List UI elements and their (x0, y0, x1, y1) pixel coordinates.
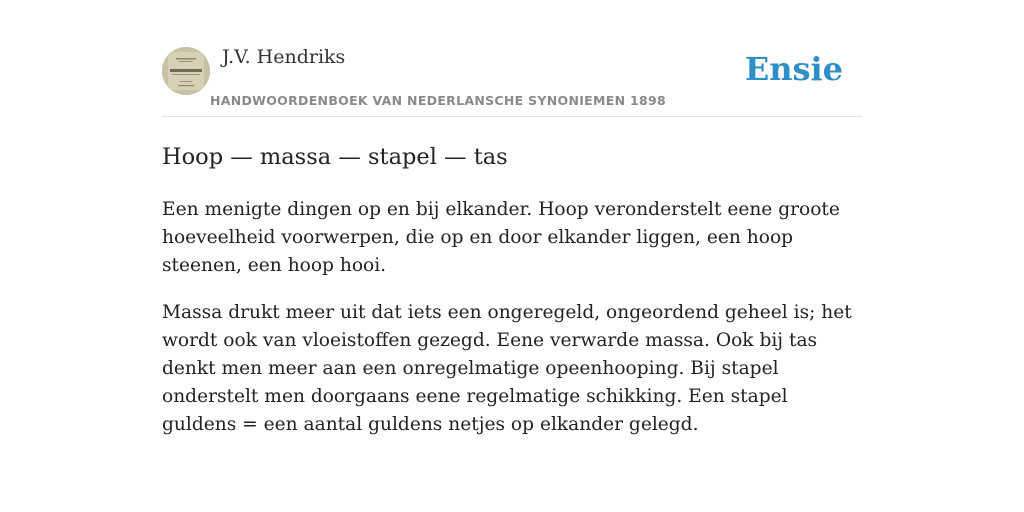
entry-card (162, 40, 862, 439)
author-name[interactable]: J.V. Hendriks (222, 46, 346, 68)
source-title[interactable]: HANDWOORDENBOEK VAN NEDERLANSCHE SYNONIEMEN 1898 (210, 93, 667, 108)
entry-title: Hoop — massa — stapel — tas (162, 144, 508, 170)
entry-paragraph: Massa drukt meer uit dat iets een ongeregeld, ongeordend geheel is; het wordt ook van vloeistoffen gezegd. Eene verwarde massa. Ook bij tas denkt men meer aan een onregelmatige opeenhooping. Bij stapel onderstelt men doorgaans eene regelmatige schikking. Een stapel guldens = een aantal guldens netjes op elkander gelegd. (162, 302, 852, 435)
book-cover-image (162, 47, 210, 95)
book-cover-avatar[interactable] (162, 47, 210, 95)
entry-body (162, 196, 862, 439)
entry-paragraph: Een menigte dingen op en bij elkander. Hoop veronderstelt eene groote hoeveelheid voorwerpen, die op en door elkander liggen, een hoop steenen, een hoop hooi. (162, 199, 840, 276)
entry-header (162, 40, 862, 117)
ensie-logo[interactable]: Ensie (744, 50, 843, 88)
